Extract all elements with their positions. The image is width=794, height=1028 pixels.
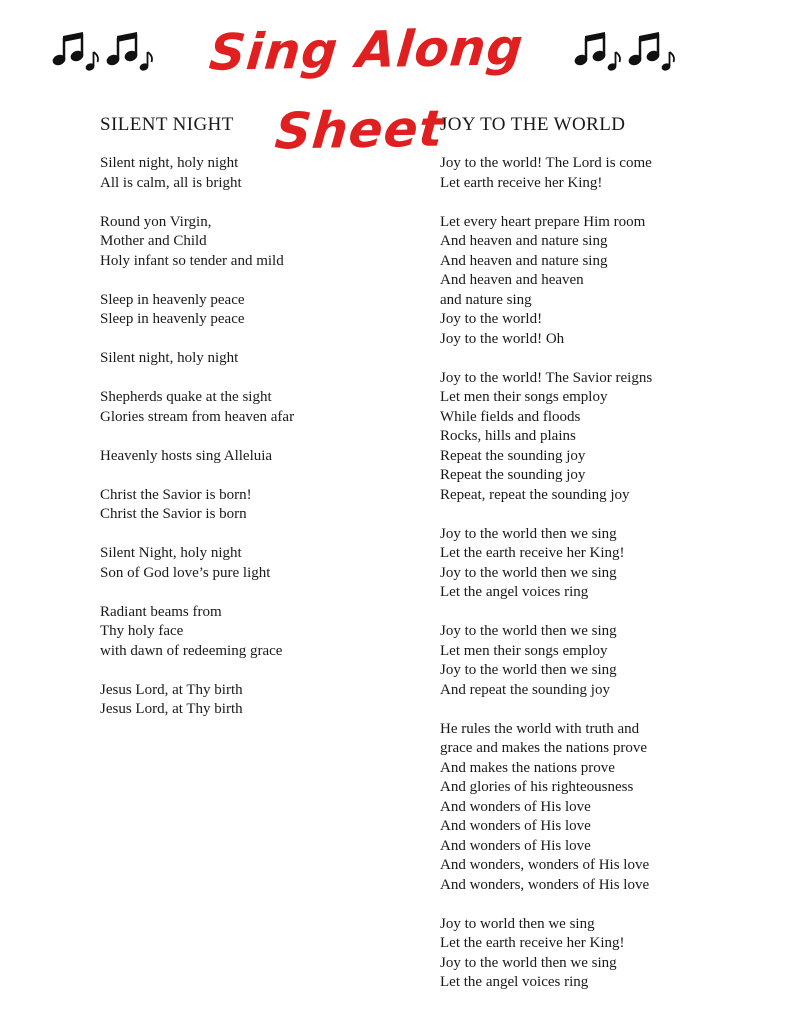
lyric-line: Repeat the sounding joy [440, 447, 586, 464]
lyric-stanza [440, 720, 760, 896]
lyric-line: Thy holy face [100, 623, 184, 639]
lyric-line: And heaven and heaven [440, 272, 584, 288]
lyric-stanza [100, 544, 400, 583]
lyric-stanza [440, 915, 760, 993]
lyric-line: Sleep in heavenly peace [100, 311, 245, 327]
lyric-line: While fields and floods [440, 408, 581, 425]
lyric-line: Let the earth receive her King! [440, 935, 625, 951]
lyric-line: Glories stream from heaven afar [100, 408, 295, 425]
lyric-line: And makes the nations prove [440, 759, 615, 776]
song-title: JOY TO THE WORLD [440, 114, 626, 135]
lyric-line: Heavenly hosts sing Alleluia [100, 447, 273, 464]
lyric-line: grace and makes the nations prove [440, 740, 648, 756]
song-column-silent-night [100, 112, 400, 739]
lyric-line: Let the earth receive her King! [440, 545, 625, 561]
song-title: SILENT NIGHT [100, 114, 234, 135]
song-lyrics [440, 154, 760, 993]
lyric-line: Joy to the world! The Savior reigns [440, 369, 653, 386]
lyric-line: He rules the world with truth and [440, 720, 640, 737]
lyric-line: Silent night, holy night [100, 350, 239, 366]
lyric-line: And wonders of His love [440, 798, 591, 815]
lyric-line: Joy to the world! Oh [440, 330, 565, 347]
lyric-line: Let the angel voices ring [440, 584, 589, 600]
music-notes-icon [574, 32, 678, 72]
lyric-stanza [100, 154, 400, 193]
lyric-stanza [100, 291, 400, 330]
lyric-line: Radiant beams from [100, 603, 222, 620]
song-column-joy-to-the-world [440, 112, 760, 1012]
lyric-line: Silent Night, holy night [100, 545, 242, 561]
beamed-notes-icon [106, 32, 156, 72]
lyric-line: Christ the Savior is born! [100, 486, 252, 503]
lyric-line: Christ the Savior is born [100, 506, 247, 522]
lyric-line: Sleep in heavenly peace [100, 291, 245, 308]
lyric-line: And heaven and nature sing [440, 233, 608, 249]
lyric-line: And glories of his righteousness [440, 779, 634, 795]
lyric-line: Rocks, hills and plains [440, 428, 576, 444]
lyric-line: And heaven and nature sing [440, 252, 608, 269]
lyric-stanza [100, 447, 400, 467]
lyric-line: And wonders of His love [440, 818, 591, 834]
lyric-line: Mother and Child [100, 233, 207, 249]
lyric-line: Silent night, holy night [100, 155, 239, 171]
lyric-line: Joy to the world! [440, 311, 543, 327]
lyric-stanza [100, 388, 400, 427]
lyric-line: Joy to the world then we sing [440, 623, 617, 639]
beamed-notes-icon [628, 32, 678, 72]
lyric-line: Shepherds quake at the sight [100, 389, 272, 405]
lyric-line: Let earth receive her King! [440, 174, 603, 191]
page-title: Sing Along Sheet [206, 18, 527, 161]
lyric-line: And repeat the sounding joy [440, 681, 610, 698]
lyric-line: Joy to world then we sing [440, 915, 595, 932]
lyric-line: Jesus Lord, at Thy birth [100, 681, 243, 698]
lyric-line: Let every heart prepare Him room [440, 213, 646, 230]
lyric-stanza [100, 603, 400, 662]
lyric-line: Let the angel voices ring [440, 974, 589, 990]
lyric-line: Holy infant so tender and mild [100, 252, 284, 269]
lyric-stanza [440, 525, 760, 603]
beamed-notes-icon [574, 32, 624, 72]
lyric-line: Round yon Virgin, [100, 213, 212, 230]
lyric-stanza [440, 154, 760, 193]
lyric-stanza [100, 213, 400, 272]
lyric-stanza [100, 349, 400, 369]
lyric-line: Let men their songs employ [440, 389, 608, 405]
lyric-line: Repeat, repeat the sounding joy [440, 486, 630, 503]
lyric-line: Joy to the world then we sing [440, 525, 617, 542]
lyric-line: Joy to the world then we sing [440, 954, 617, 971]
lyric-line: Let men their songs employ [440, 642, 608, 659]
lyric-line: Joy to the world! The Lord is come [440, 155, 652, 171]
lyric-line: Repeat the sounding joy [440, 467, 586, 483]
lyric-line: and nature sing [440, 291, 532, 308]
lyric-line: And wonders, wonders of His love [440, 876, 650, 893]
lyric-line: with dawn of redeeming grace [100, 642, 283, 659]
music-notes-icon [52, 32, 156, 72]
song-lyrics [100, 154, 400, 720]
lyric-stanza [440, 369, 760, 506]
lyric-line: Son of God love’s pure light [100, 564, 271, 581]
lyric-line: Joy to the world then we sing [440, 564, 617, 581]
lyric-line: And wonders, wonders of His love [440, 857, 650, 873]
lyric-line: Jesus Lord, at Thy birth [100, 701, 243, 717]
lyric-stanza [100, 486, 400, 525]
lyric-line: And wonders of His love [440, 837, 591, 854]
lyric-stanza [440, 622, 760, 700]
lyric-stanza [440, 213, 760, 350]
lyric-line: Joy to the world then we sing [440, 662, 617, 678]
lyric-stanza [100, 681, 400, 720]
beamed-notes-icon [52, 32, 102, 72]
lyric-line: All is calm, all is bright [100, 174, 242, 191]
